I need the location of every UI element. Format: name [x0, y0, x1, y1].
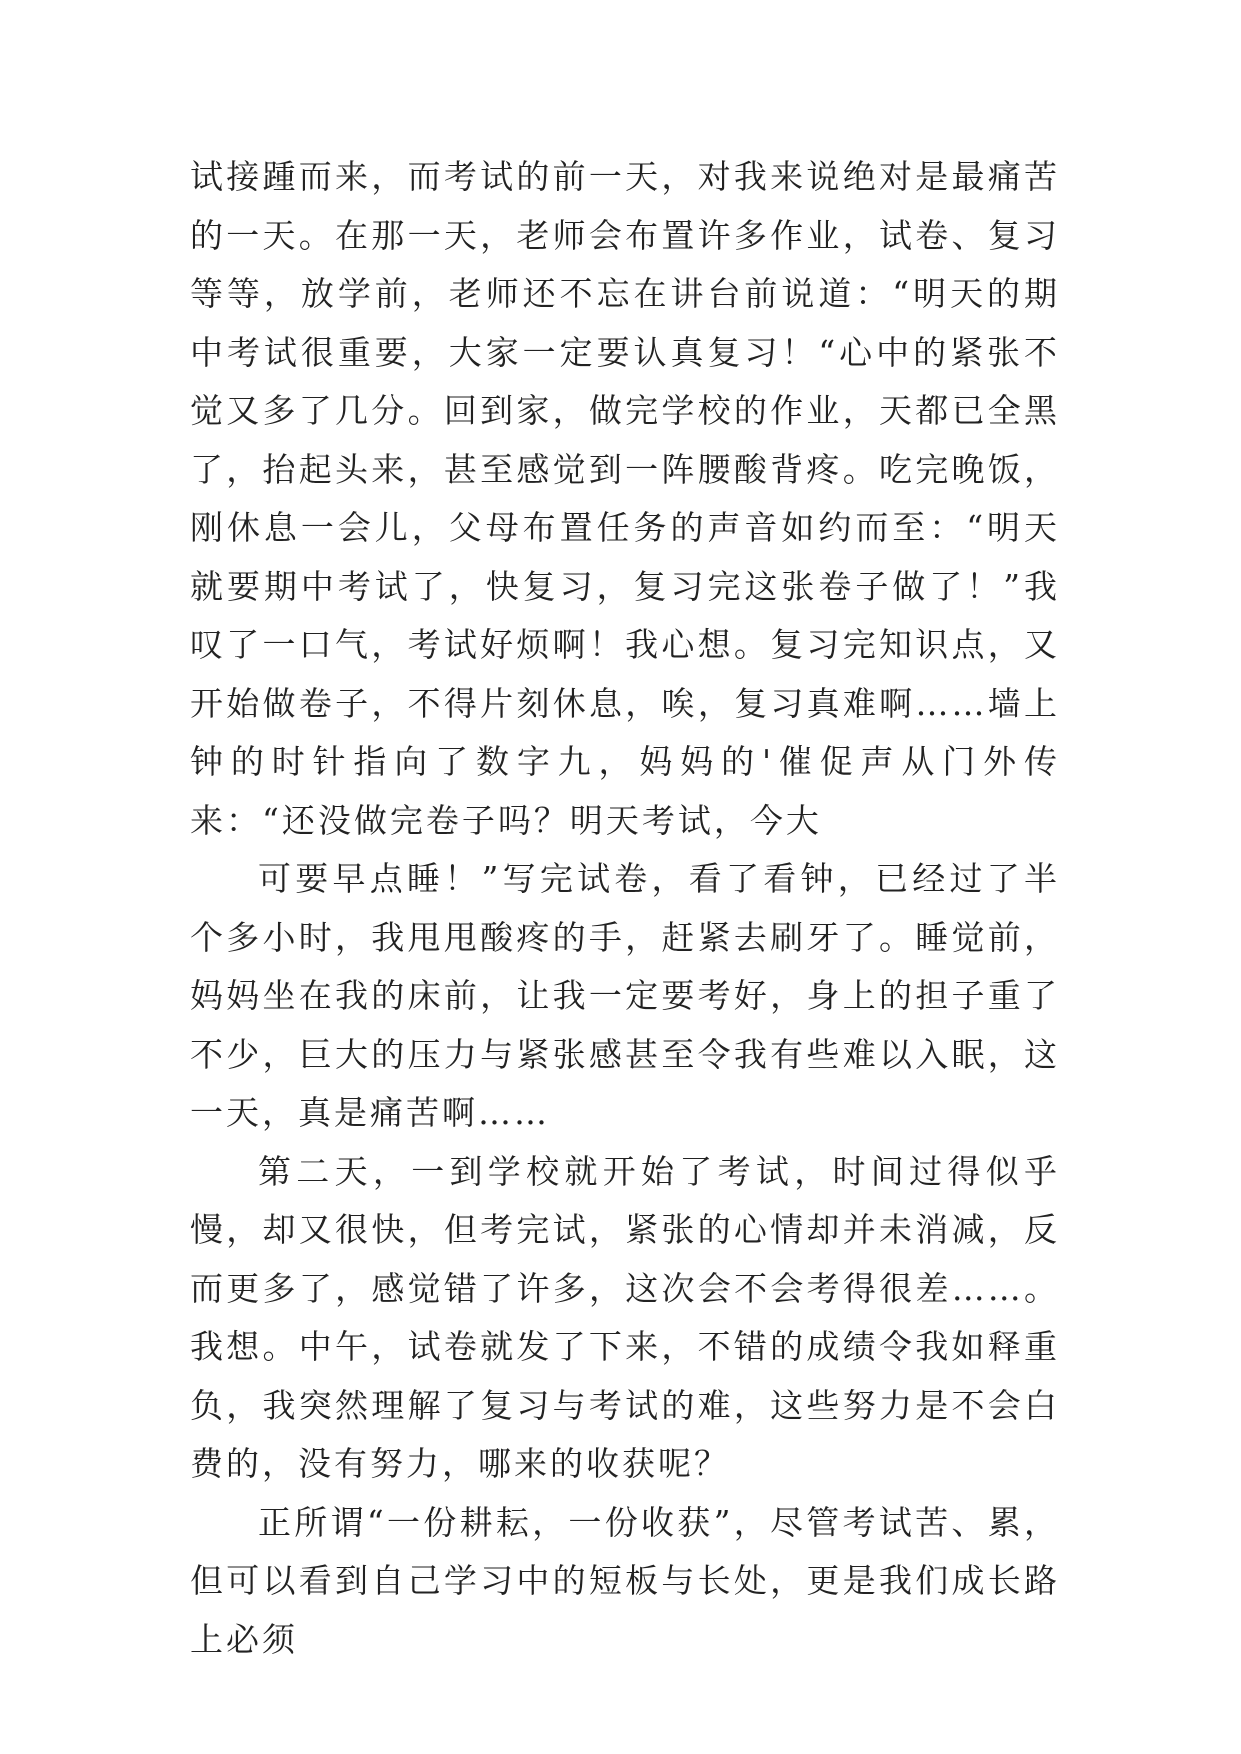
document-page — [190, 148, 1060, 1669]
paragraph-1: 试接踵而来，而考试的前一天，对我来说绝对是最痛苦的一天。在那一天，老师会布置许多作业，试卷、复习等等，放学前，老师还不忘在讲台前说道：“明天的期中考试很重要，大家一定要认真复习！“心中的紧张不觉又多了几分。回到家，做完学校的作业，天都已全黑了，抬起头来，甚至感觉到一阵腰酸背疼。吃完晚饭，刚休息一会儿，父母布置任务的声音如约而至：“明天就要期中考试了，快复习，复习完这张卷子做了！”我叹了一口气，考试好烦啊！我心想。复习完知识点，又开始做卷子，不得片刻休息，唉，复习真难啊……墙上钟的时针指向了数字九，妈妈的'催促声从门外传来：“还没做完卷子吗？明天考试，今大 — [190, 157, 1060, 840]
paragraph-3: 第二天，一到学校就开始了考试，时间过得似乎慢，却又很快，但考完试，紧张的心情却并未消减，反而更多了，感觉错了许多，这次会不会考得很差……。我想。中午，试卷就发了下来，不错的成绩令我如释重负，我突然理解了复习与考试的难，这些努力是不会白费的，没有努力，哪来的收获呢？ — [190, 1151, 1060, 1483]
paragraph-2: 可要早点睡！”写完试卷，看了看钟，已经过了半个多小时，我甩甩酸疼的手，赶紧去刷牙了。睡觉前，妈妈坐在我的床前，让我一定要考好，身上的担子重了不少，巨大的压力与紧张感甚至令我有些难以入眠，这一天，真是痛苦啊…… — [190, 859, 1060, 1132]
paragraph-4: 正所谓“一份耕耘，一份收获”，尽管考试苦、累，但可以看到自己学习中的短板与长处，更是我们成长路上必须 — [190, 1502, 1060, 1659]
